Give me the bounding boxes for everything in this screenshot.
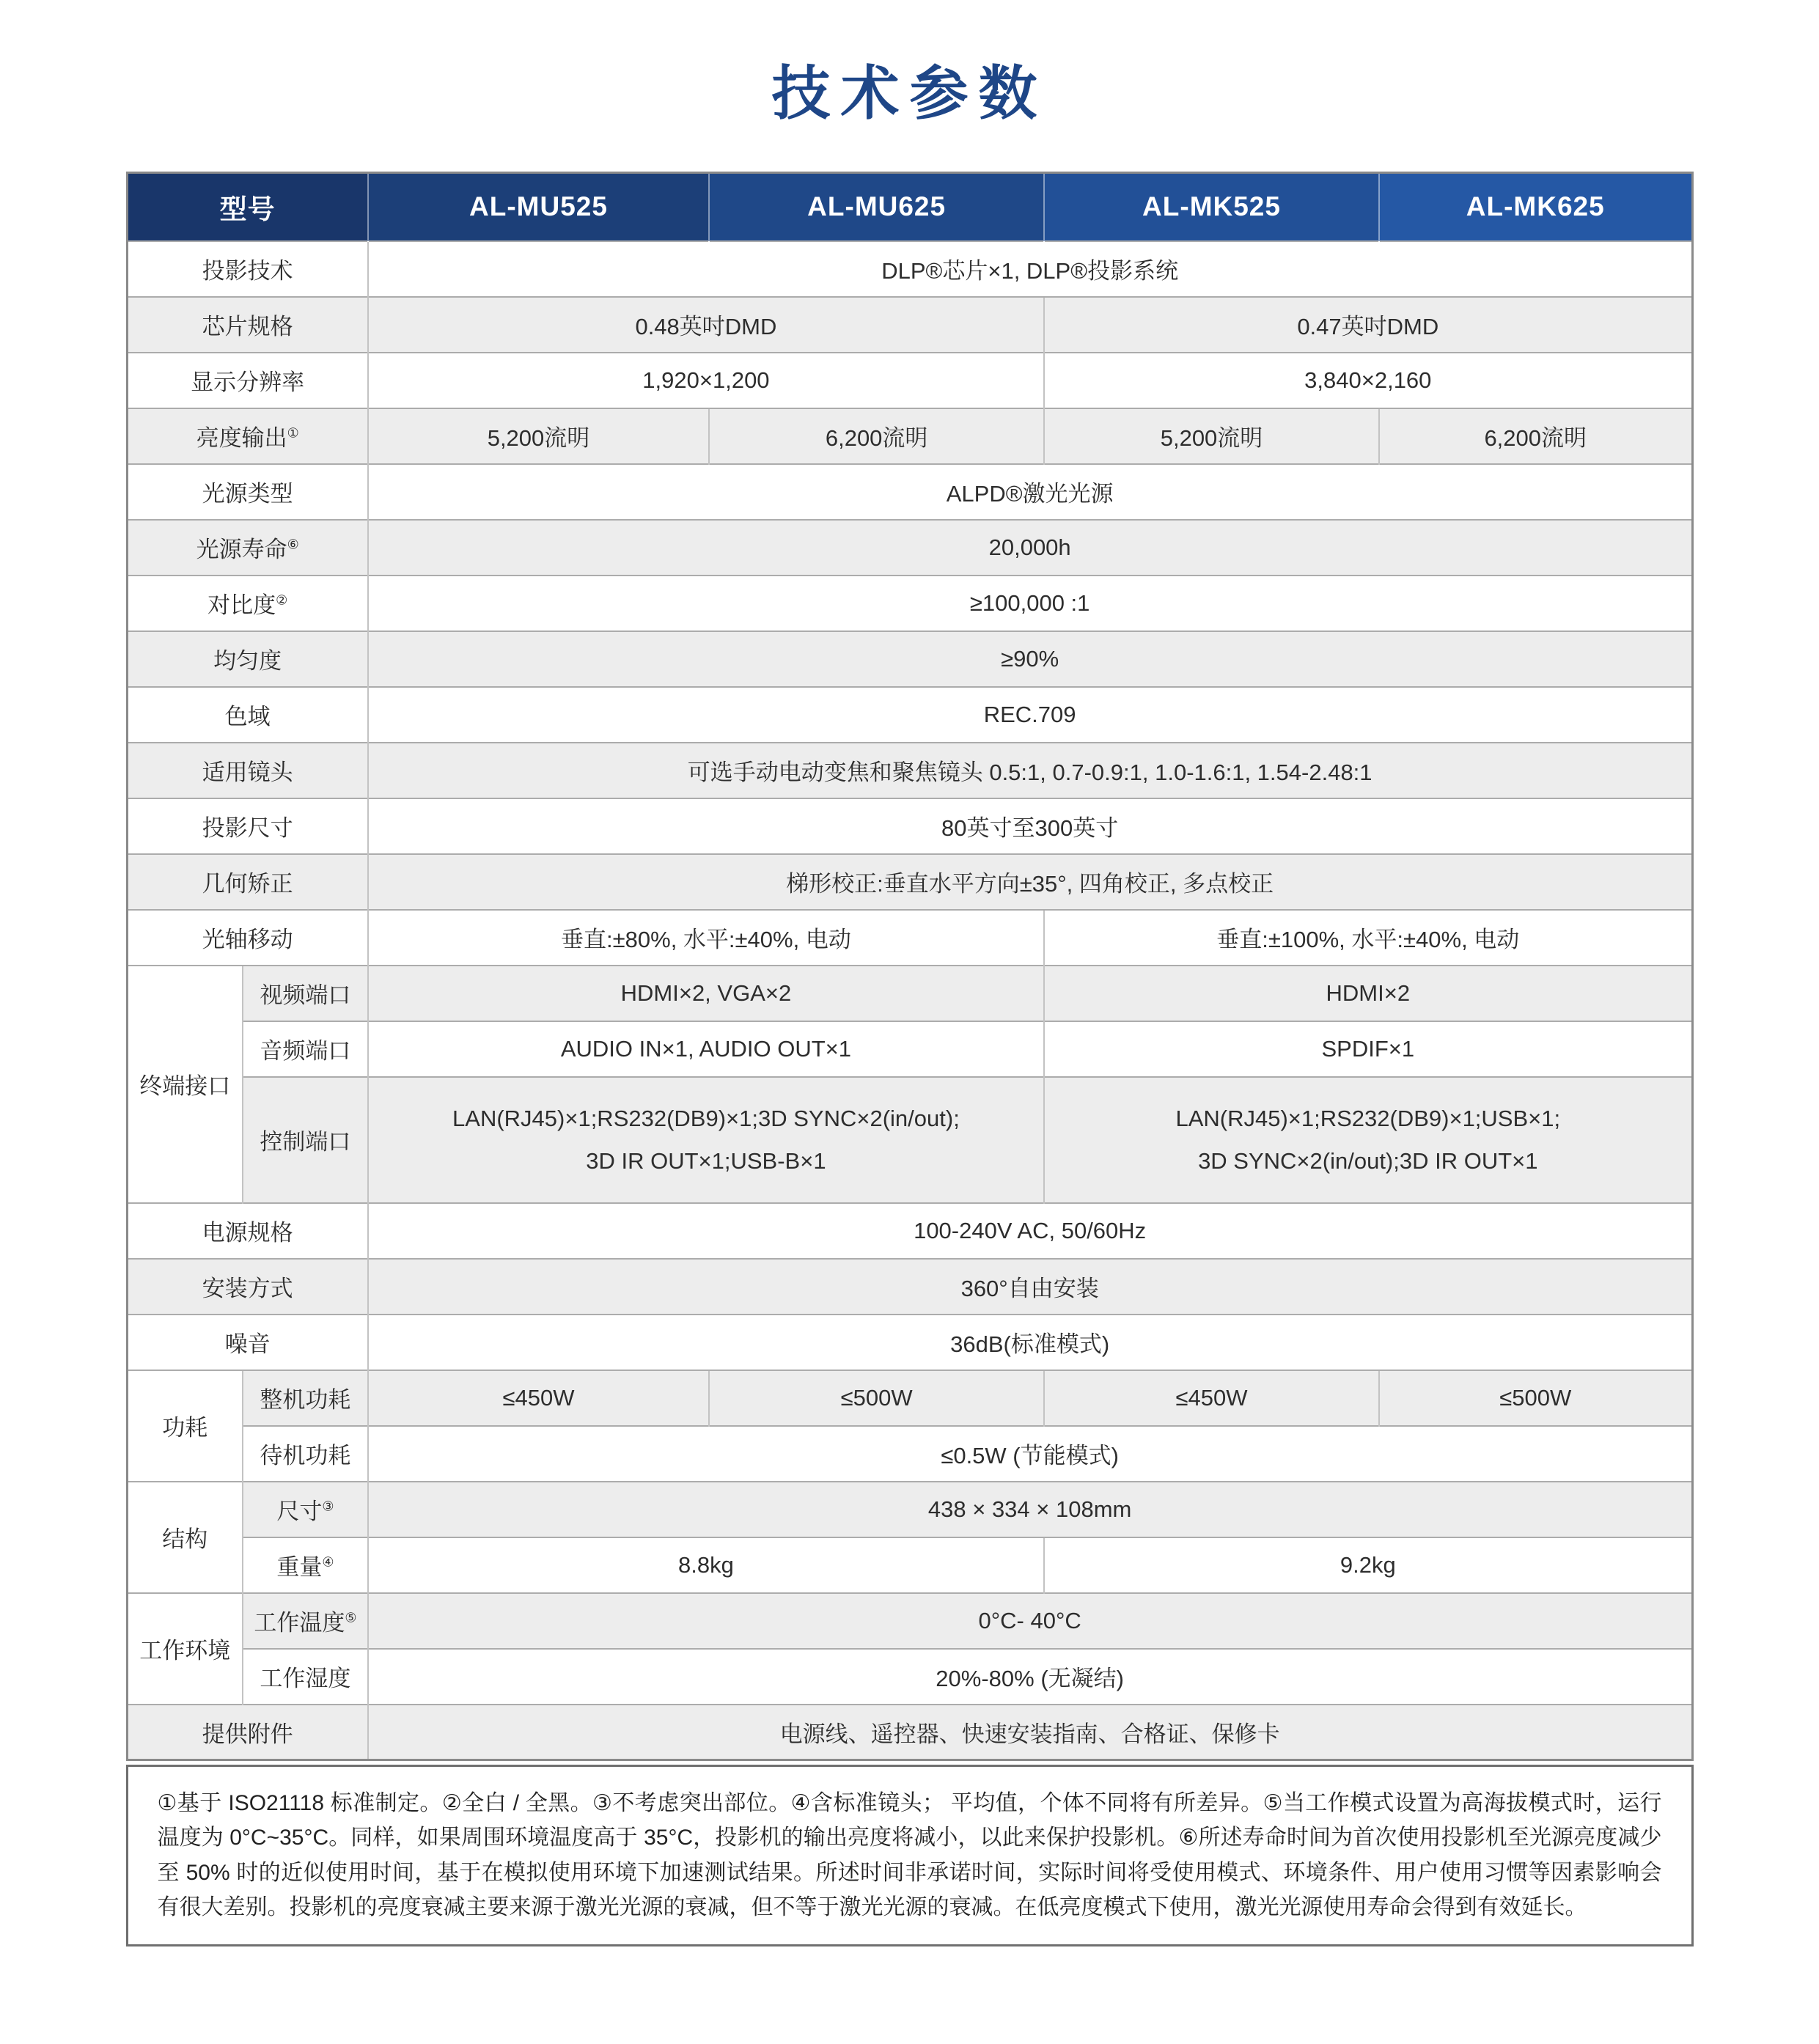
spec-value: 9.2kg	[1044, 1537, 1692, 1593]
spec-value: 360°自由安装	[368, 1259, 1692, 1315]
group-label: 结构	[127, 1482, 243, 1593]
spec-value: ≤450W	[1044, 1370, 1379, 1426]
row-label-text: 尺寸	[276, 1499, 323, 1524]
row-label	[243, 1077, 368, 1203]
row-label	[243, 1593, 368, 1649]
spec-value: 6,200流明	[1379, 408, 1692, 464]
spec-value: 可选手动电动变焦和聚焦镜头 0.5:1, 0.7-0.9:1, 1.0-1.6:1, 1.54-2.48:1	[368, 743, 1692, 798]
footnote-reference-mark: ③	[322, 1499, 334, 1514]
spec-value: 100-240V AC, 50/60Hz	[368, 1203, 1692, 1259]
table-row	[127, 1426, 1692, 1482]
spec-value: 6,200流明	[709, 408, 1044, 464]
row-label	[127, 1315, 368, 1370]
group-label: 工作环境	[127, 1593, 243, 1705]
row-label-text: 适用镜头	[202, 760, 293, 785]
table-row	[127, 1537, 1692, 1593]
spec-value: 5,200流明	[1044, 408, 1379, 464]
row-label-text: 显示分辨率	[191, 370, 305, 395]
row-label	[243, 966, 368, 1021]
row-label	[127, 576, 368, 631]
row-label-text: 投影尺寸	[202, 815, 293, 841]
group-label: 终端接口	[127, 966, 243, 1203]
row-label-text: 安装方式	[202, 1276, 293, 1301]
row-label	[243, 1649, 368, 1705]
spec-value: 0.48英吋DMD	[368, 297, 1044, 353]
row-label-text: 几何矫正	[202, 871, 293, 897]
spec-value: 20%-80% (无凝结)	[368, 1649, 1692, 1705]
spec-value: 0°C- 40°C	[368, 1593, 1692, 1649]
row-label	[127, 241, 368, 297]
spec-value: 3,840×2,160	[1044, 353, 1692, 408]
row-label-text: 投影技术	[202, 258, 293, 284]
footnote-text: ①基于 ISO21118 标准制定。②全白 / 全黑。③不考虑突出部位。④含标准镜头； 平均值，个体不同将有所差异。⑤当工作模式设置为高海拔模式时，运行温度为 0°C~35°C。同样，如果周围环境温度高于 35°C，投影机的输出亮度将减小，以此来保护投影机。⑥所述寿命时间为首次使用投影机至光源亮度减少至 50% 时的近似使用时间，基于在模拟使用环境下加速测试结果。所述时间非承诺时间，实际时间将受使用模式、环境条件、用户使用习惯等因素影响会有很大差别。投影机的亮度衰减主要来源于激光光源的衰减，但不等于激光光源的衰减。在低亮度模式下使用，激光光源使用寿命会得到有效延长。	[157, 1791, 1662, 1920]
spec-value: 梯形校正:垂直水平方向±35°, 四角校正, 多点校正	[368, 854, 1692, 910]
table-row	[127, 1649, 1692, 1705]
spec-value: AUDIO IN×1, AUDIO OUT×1	[368, 1021, 1044, 1077]
row-label	[243, 1370, 368, 1426]
row-label-text: 工作湿度	[260, 1666, 351, 1691]
table-row	[127, 353, 1692, 408]
row-label-text: 提供附件	[202, 1721, 293, 1747]
spec-value: REC.709	[368, 687, 1692, 743]
table-row	[127, 520, 1692, 576]
table-row	[127, 687, 1692, 743]
spec-value: HDMI×2	[1044, 966, 1692, 1021]
spec-value: ≤500W	[1379, 1370, 1692, 1426]
spec-table	[126, 172, 1694, 1761]
spec-value-line: LAN(RJ45)×1;RS232(DB9)×1;USB×1;	[1175, 1106, 1561, 1132]
spec-sheet-page	[0, 61, 1819, 2044]
footnote-reference-mark: ⑤	[345, 1610, 357, 1625]
spec-value: 电源线、遥控器、快速安装指南、合格证、保修卡	[368, 1705, 1692, 1760]
row-label-text: 电源规格	[202, 1220, 293, 1246]
table-row	[127, 854, 1692, 910]
table-row	[127, 631, 1692, 687]
table-row	[127, 241, 1692, 297]
spec-value: 1,920×1,200	[368, 353, 1044, 408]
spec-value: ≤450W	[368, 1370, 709, 1426]
footnote-reference-mark: ②	[276, 592, 288, 608]
spec-value: 80英寸至300英寸	[368, 798, 1692, 854]
spec-value: 20,000h	[368, 520, 1692, 576]
spec-value-line: 3D SYNC×2(in/out);3D IR OUT×1	[1198, 1147, 1538, 1174]
spec-value: HDMI×2, VGA×2	[368, 966, 1044, 1021]
table-row	[127, 1203, 1692, 1259]
header-model-3: AL-MK525	[1044, 173, 1379, 241]
row-label-text: 芯片规格	[202, 314, 293, 339]
spec-value	[368, 1077, 1044, 1203]
row-label	[127, 408, 368, 464]
footnote-reference-mark: ①	[287, 425, 299, 441]
header-model-1: AL-MU525	[368, 173, 709, 241]
row-label-text: 重量	[276, 1554, 323, 1580]
spec-value: ≥100,000 :1	[368, 576, 1692, 631]
page-title: 技术参数	[771, 61, 1048, 126]
table-row	[127, 966, 1692, 1021]
row-label-text: 均匀度	[213, 648, 282, 674]
spec-value: 438 × 334 × 108mm	[368, 1482, 1692, 1537]
row-label	[127, 520, 368, 576]
row-label-text: 亮度输出	[196, 425, 287, 451]
spec-value: 垂直:±80%, 水平:±40%, 电动	[368, 910, 1044, 966]
table-row	[127, 408, 1692, 464]
row-label	[243, 1426, 368, 1482]
row-label-text: 音频端口	[260, 1038, 351, 1064]
spec-value: ALPD®激光光源	[368, 464, 1692, 520]
table-body	[127, 241, 1692, 1760]
table-row	[127, 576, 1692, 631]
footnote-box	[126, 1765, 1694, 1946]
row-label-text: 对比度	[207, 592, 276, 618]
spec-value: DLP®芯片×1, DLP®投影系统	[368, 241, 1692, 297]
spec-value: 8.8kg	[368, 1537, 1044, 1593]
row-label-text: 光源类型	[202, 481, 293, 507]
row-label	[127, 464, 368, 520]
row-label-text: 控制端口	[260, 1129, 351, 1155]
table-head	[127, 173, 1692, 241]
row-label	[127, 1705, 368, 1760]
row-label-text: 光轴移动	[202, 927, 293, 952]
table-row	[127, 297, 1692, 353]
spec-value: ≤0.5W (节能模式)	[368, 1426, 1692, 1482]
table-row	[127, 1077, 1692, 1203]
row-label	[243, 1482, 368, 1537]
row-label-text: 视频端口	[260, 982, 351, 1008]
table-row	[127, 743, 1692, 798]
footnote-reference-mark: ⑥	[287, 537, 299, 552]
table-row	[127, 1021, 1692, 1077]
header-model-4: AL-MK625	[1379, 173, 1692, 241]
table-row	[127, 1705, 1692, 1760]
row-label	[127, 687, 368, 743]
table-header-row	[127, 173, 1692, 241]
group-label: 功耗	[127, 1370, 243, 1482]
spec-value-line: 3D IR OUT×1;USB-B×1	[586, 1147, 826, 1174]
row-label-text: 噪音	[224, 1331, 271, 1357]
row-label	[243, 1537, 368, 1593]
row-label-text: 光源寿命	[196, 537, 287, 562]
table-row	[127, 910, 1692, 966]
spec-value: 36dB(标准模式)	[368, 1315, 1692, 1370]
table-row	[127, 1593, 1692, 1649]
spec-value: 垂直:±100%, 水平:±40%, 电动	[1044, 910, 1692, 966]
row-label-text: 待机功耗	[260, 1443, 351, 1468]
row-label	[127, 297, 368, 353]
spec-value	[1044, 1077, 1692, 1203]
table-row	[127, 1370, 1692, 1426]
table-row	[127, 464, 1692, 520]
table-row	[127, 1482, 1692, 1537]
table-row	[127, 1259, 1692, 1315]
table-row	[127, 798, 1692, 854]
row-label	[127, 353, 368, 408]
row-label	[127, 1259, 368, 1315]
row-label	[127, 743, 368, 798]
row-label	[127, 910, 368, 966]
spec-value: 5,200流明	[368, 408, 709, 464]
header-model-label: 型号	[127, 173, 368, 241]
row-label-text: 色域	[224, 704, 271, 729]
row-label-text: 工作温度	[254, 1610, 345, 1636]
row-label	[127, 854, 368, 910]
row-label	[127, 798, 368, 854]
row-label-text: 整机功耗	[260, 1387, 351, 1413]
spec-value: SPDIF×1	[1044, 1021, 1692, 1077]
spec-value: ≥90%	[368, 631, 1692, 687]
spec-value-line: LAN(RJ45)×1;RS232(DB9)×1;3D SYNC×2(in/out);	[452, 1106, 960, 1132]
spec-value: ≤500W	[709, 1370, 1044, 1426]
table-row	[127, 1315, 1692, 1370]
row-label	[127, 1203, 368, 1259]
header-model-2: AL-MU625	[709, 173, 1044, 241]
row-label	[243, 1021, 368, 1077]
row-label	[127, 631, 368, 687]
spec-value: 0.47英吋DMD	[1044, 297, 1692, 353]
footnote-reference-mark: ④	[322, 1554, 334, 1570]
